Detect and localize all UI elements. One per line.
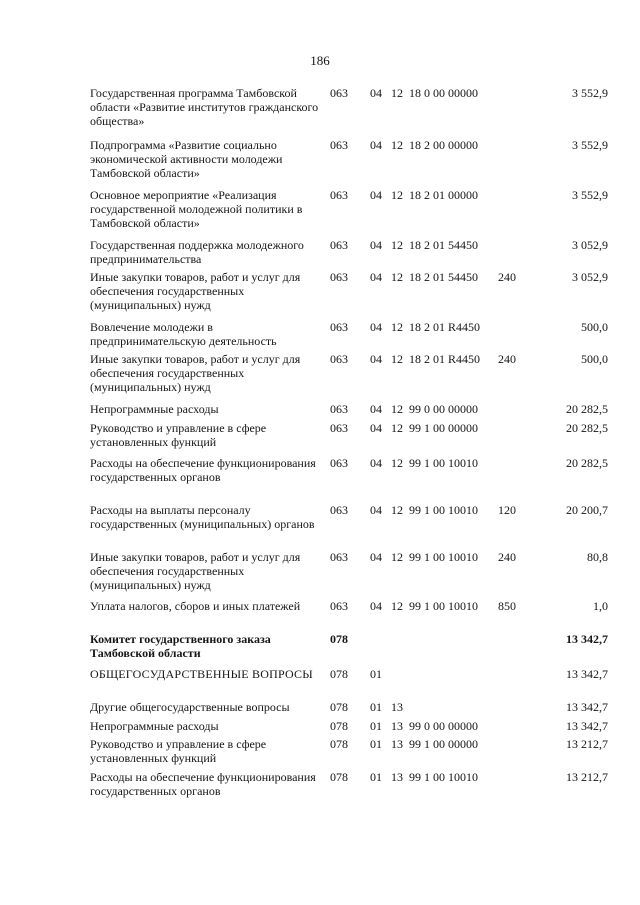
row-program-code: 99 1 00 10010 — [409, 503, 478, 517]
row-name: Непрограммные расходы — [90, 402, 219, 416]
row-name: Иные закупки товаров, работ и услуг для обеспечения государственных (муниципальных) нужд — [90, 270, 301, 312]
row-name: Вовлечение молодежи в предпринимательскую деятельность — [90, 320, 277, 348]
row-ministry-code: 078 — [330, 700, 348, 714]
table-row — [90, 599, 610, 632]
row-program-code: 99 0 00 00000 — [409, 402, 478, 416]
row-amount: 3 552,9 — [572, 86, 608, 100]
row-ministry-code: 063 — [330, 503, 348, 517]
row-program-code: 18 2 01 00000 — [409, 188, 478, 202]
row-amount: 20 282,5 — [566, 456, 608, 470]
row-subsection-code: 12 — [391, 138, 403, 152]
row-name: Государственная программа Тамбовской области «Развитие институтов гражданского общества» — [90, 86, 319, 128]
row-ministry-code: 063 — [330, 270, 348, 284]
row-subsection-code: 12 — [391, 320, 403, 334]
row-name: Расходы на выплаты персоналу государственных (муниципальных) органов — [90, 503, 315, 531]
row-amount: 13 342,7 — [566, 632, 608, 646]
row-ministry-code: 063 — [330, 599, 348, 613]
table-row — [90, 503, 610, 550]
table-row — [90, 138, 610, 188]
row-subsection-code: 13 — [391, 737, 403, 751]
row-amount: 13 342,7 — [566, 700, 608, 714]
table-row — [90, 238, 610, 270]
row-ministry-code: 078 — [330, 770, 348, 784]
row-program-code: 18 2 01 54450 — [409, 238, 478, 252]
row-ministry-code: 063 — [330, 456, 348, 470]
row-subsection-code: 12 — [391, 456, 403, 470]
row-program-code: 99 0 00 00000 — [409, 719, 478, 733]
row-program-code: 18 0 00 00000 — [409, 86, 478, 100]
row-amount: 20 282,5 — [566, 421, 608, 435]
row-subsection-code: 12 — [391, 599, 403, 613]
row-section-code: 04 — [370, 86, 382, 100]
table-row — [90, 421, 610, 456]
row-name: ОБЩЕГОСУДАРСТВЕННЫЕ ВОПРОСЫ — [90, 667, 313, 681]
row-ministry-code: 063 — [330, 421, 348, 435]
row-section-code: 04 — [370, 270, 382, 284]
row-ministry-code: 063 — [330, 138, 348, 152]
row-name: Руководство и управление в сфере установленных функций — [90, 421, 267, 449]
row-subsection-code: 12 — [391, 238, 403, 252]
row-ministry-code: 078 — [330, 719, 348, 733]
row-name: Подпрограмма «Развитие социально экономической активности молодежи Тамбовской области» — [90, 138, 283, 180]
row-program-code: 18 2 00 00000 — [409, 138, 478, 152]
budget-table — [90, 86, 610, 820]
row-section-code: 04 — [370, 320, 382, 334]
row-subsection-code: 12 — [391, 270, 403, 284]
table-row — [90, 667, 610, 700]
row-program-code: 18 2 01 54450 — [409, 270, 478, 284]
row-amount: 3 552,9 — [572, 138, 608, 152]
table-row — [90, 320, 610, 352]
row-subsection-code: 12 — [391, 352, 403, 366]
row-ministry-code: 063 — [330, 352, 348, 366]
row-program-code: 99 1 00 00000 — [409, 421, 478, 435]
row-amount: 13 212,7 — [566, 737, 608, 751]
table-row — [90, 402, 610, 421]
row-ministry-code: 078 — [330, 667, 348, 681]
table-row — [90, 700, 610, 719]
row-section-code: 01 — [370, 700, 382, 714]
table-row — [90, 770, 610, 820]
row-ministry-code: 063 — [330, 550, 348, 564]
row-name: Иные закупки товаров, работ и услуг для обеспечения государственных (муниципальных) нужд — [90, 352, 301, 394]
table-row — [90, 456, 610, 503]
row-section-code: 04 — [370, 352, 382, 366]
row-name: Государственная поддержка молодежного предпринимательства — [90, 238, 304, 266]
row-name: Расходы на обеспечение функционирования государственных органов — [90, 770, 316, 798]
row-subsection-code: 13 — [391, 770, 403, 784]
row-ministry-code: 063 — [330, 86, 348, 100]
row-section-code: 04 — [370, 421, 382, 435]
row-name: Расходы на обеспечение функционирования государственных органов — [90, 456, 316, 484]
row-amount: 13 212,7 — [566, 770, 608, 784]
table-row — [90, 719, 610, 737]
row-program-code: 18 2 01 R4450 — [409, 320, 481, 334]
row-amount: 500,0 — [581, 320, 608, 334]
row-program-code: 99 1 00 10010 — [409, 456, 478, 470]
table-row — [90, 86, 610, 138]
table-row — [90, 550, 610, 599]
row-subsection-code: 12 — [391, 188, 403, 202]
row-section-code: 01 — [370, 719, 382, 733]
row-name: Непрограммные расходы — [90, 719, 219, 733]
row-name: Уплата налогов, сборов и иных платежей — [90, 599, 301, 613]
row-expense-type: 240 — [498, 270, 516, 284]
row-ministry-code: 063 — [330, 188, 348, 202]
row-name: Комитет государственного заказа Тамбовской области — [90, 632, 271, 660]
row-section-code: 04 — [370, 138, 382, 152]
row-amount: 3 552,9 — [572, 188, 608, 202]
row-program-code: 99 1 00 10010 — [409, 550, 478, 564]
row-ministry-code: 063 — [330, 402, 348, 416]
row-expense-type: 850 — [498, 599, 516, 613]
table-row — [90, 632, 610, 667]
row-section-code: 04 — [370, 188, 382, 202]
row-section-code: 04 — [370, 503, 382, 517]
row-section-code: 01 — [370, 770, 382, 784]
row-subsection-code: 12 — [391, 421, 403, 435]
row-subsection-code: 13 — [391, 719, 403, 733]
row-section-code: 04 — [370, 402, 382, 416]
row-subsection-code: 12 — [391, 402, 403, 416]
row-amount: 20 282,5 — [566, 402, 608, 416]
row-name: Иные закупки товаров, работ и услуг для обеспечения государственных (муниципальных) нужд — [90, 550, 301, 592]
row-expense-type: 240 — [498, 352, 516, 366]
row-amount: 1,0 — [593, 599, 608, 613]
row-amount: 3 052,9 — [572, 238, 608, 252]
table-row — [90, 270, 610, 320]
row-section-code: 04 — [370, 456, 382, 470]
row-ministry-code: 063 — [330, 238, 348, 252]
row-section-code: 04 — [370, 550, 382, 564]
row-subsection-code: 12 — [391, 503, 403, 517]
row-amount: 500,0 — [581, 352, 608, 366]
row-program-code: 99 1 00 10010 — [409, 770, 478, 784]
row-subsection-code: 12 — [391, 550, 403, 564]
row-program-code: 99 1 00 10010 — [409, 599, 478, 613]
row-name: Руководство и управление в сфере установленных функций — [90, 737, 267, 765]
row-section-code: 04 — [370, 599, 382, 613]
table-row — [90, 737, 610, 770]
row-amount: 80,8 — [587, 550, 608, 564]
row-ministry-code: 063 — [330, 320, 348, 334]
row-ministry-code: 078 — [330, 737, 348, 751]
table-row — [90, 352, 610, 402]
row-program-code: 18 2 01 R4450 — [409, 352, 481, 366]
table-row — [90, 188, 610, 238]
row-section-code: 01 — [370, 667, 382, 681]
row-expense-type: 120 — [498, 503, 516, 517]
row-section-code: 04 — [370, 238, 382, 252]
row-amount: 13 342,7 — [566, 667, 608, 681]
row-program-code: 99 1 00 00000 — [409, 737, 478, 751]
page-number: 186 — [310, 53, 330, 68]
row-amount: 3 052,9 — [572, 270, 608, 284]
row-amount: 13 342,7 — [566, 719, 608, 733]
row-name: Другие общегосударственные вопросы — [90, 700, 290, 714]
row-ministry-code: 078 — [330, 632, 348, 646]
row-amount: 20 200,7 — [566, 503, 608, 517]
row-subsection-code: 13 — [391, 700, 403, 714]
row-expense-type: 240 — [498, 550, 516, 564]
row-name: Основное мероприятие «Реализация государственной молодежной политики в Тамбовской области» — [90, 188, 303, 230]
row-subsection-code: 12 — [391, 86, 403, 100]
row-section-code: 01 — [370, 737, 382, 751]
